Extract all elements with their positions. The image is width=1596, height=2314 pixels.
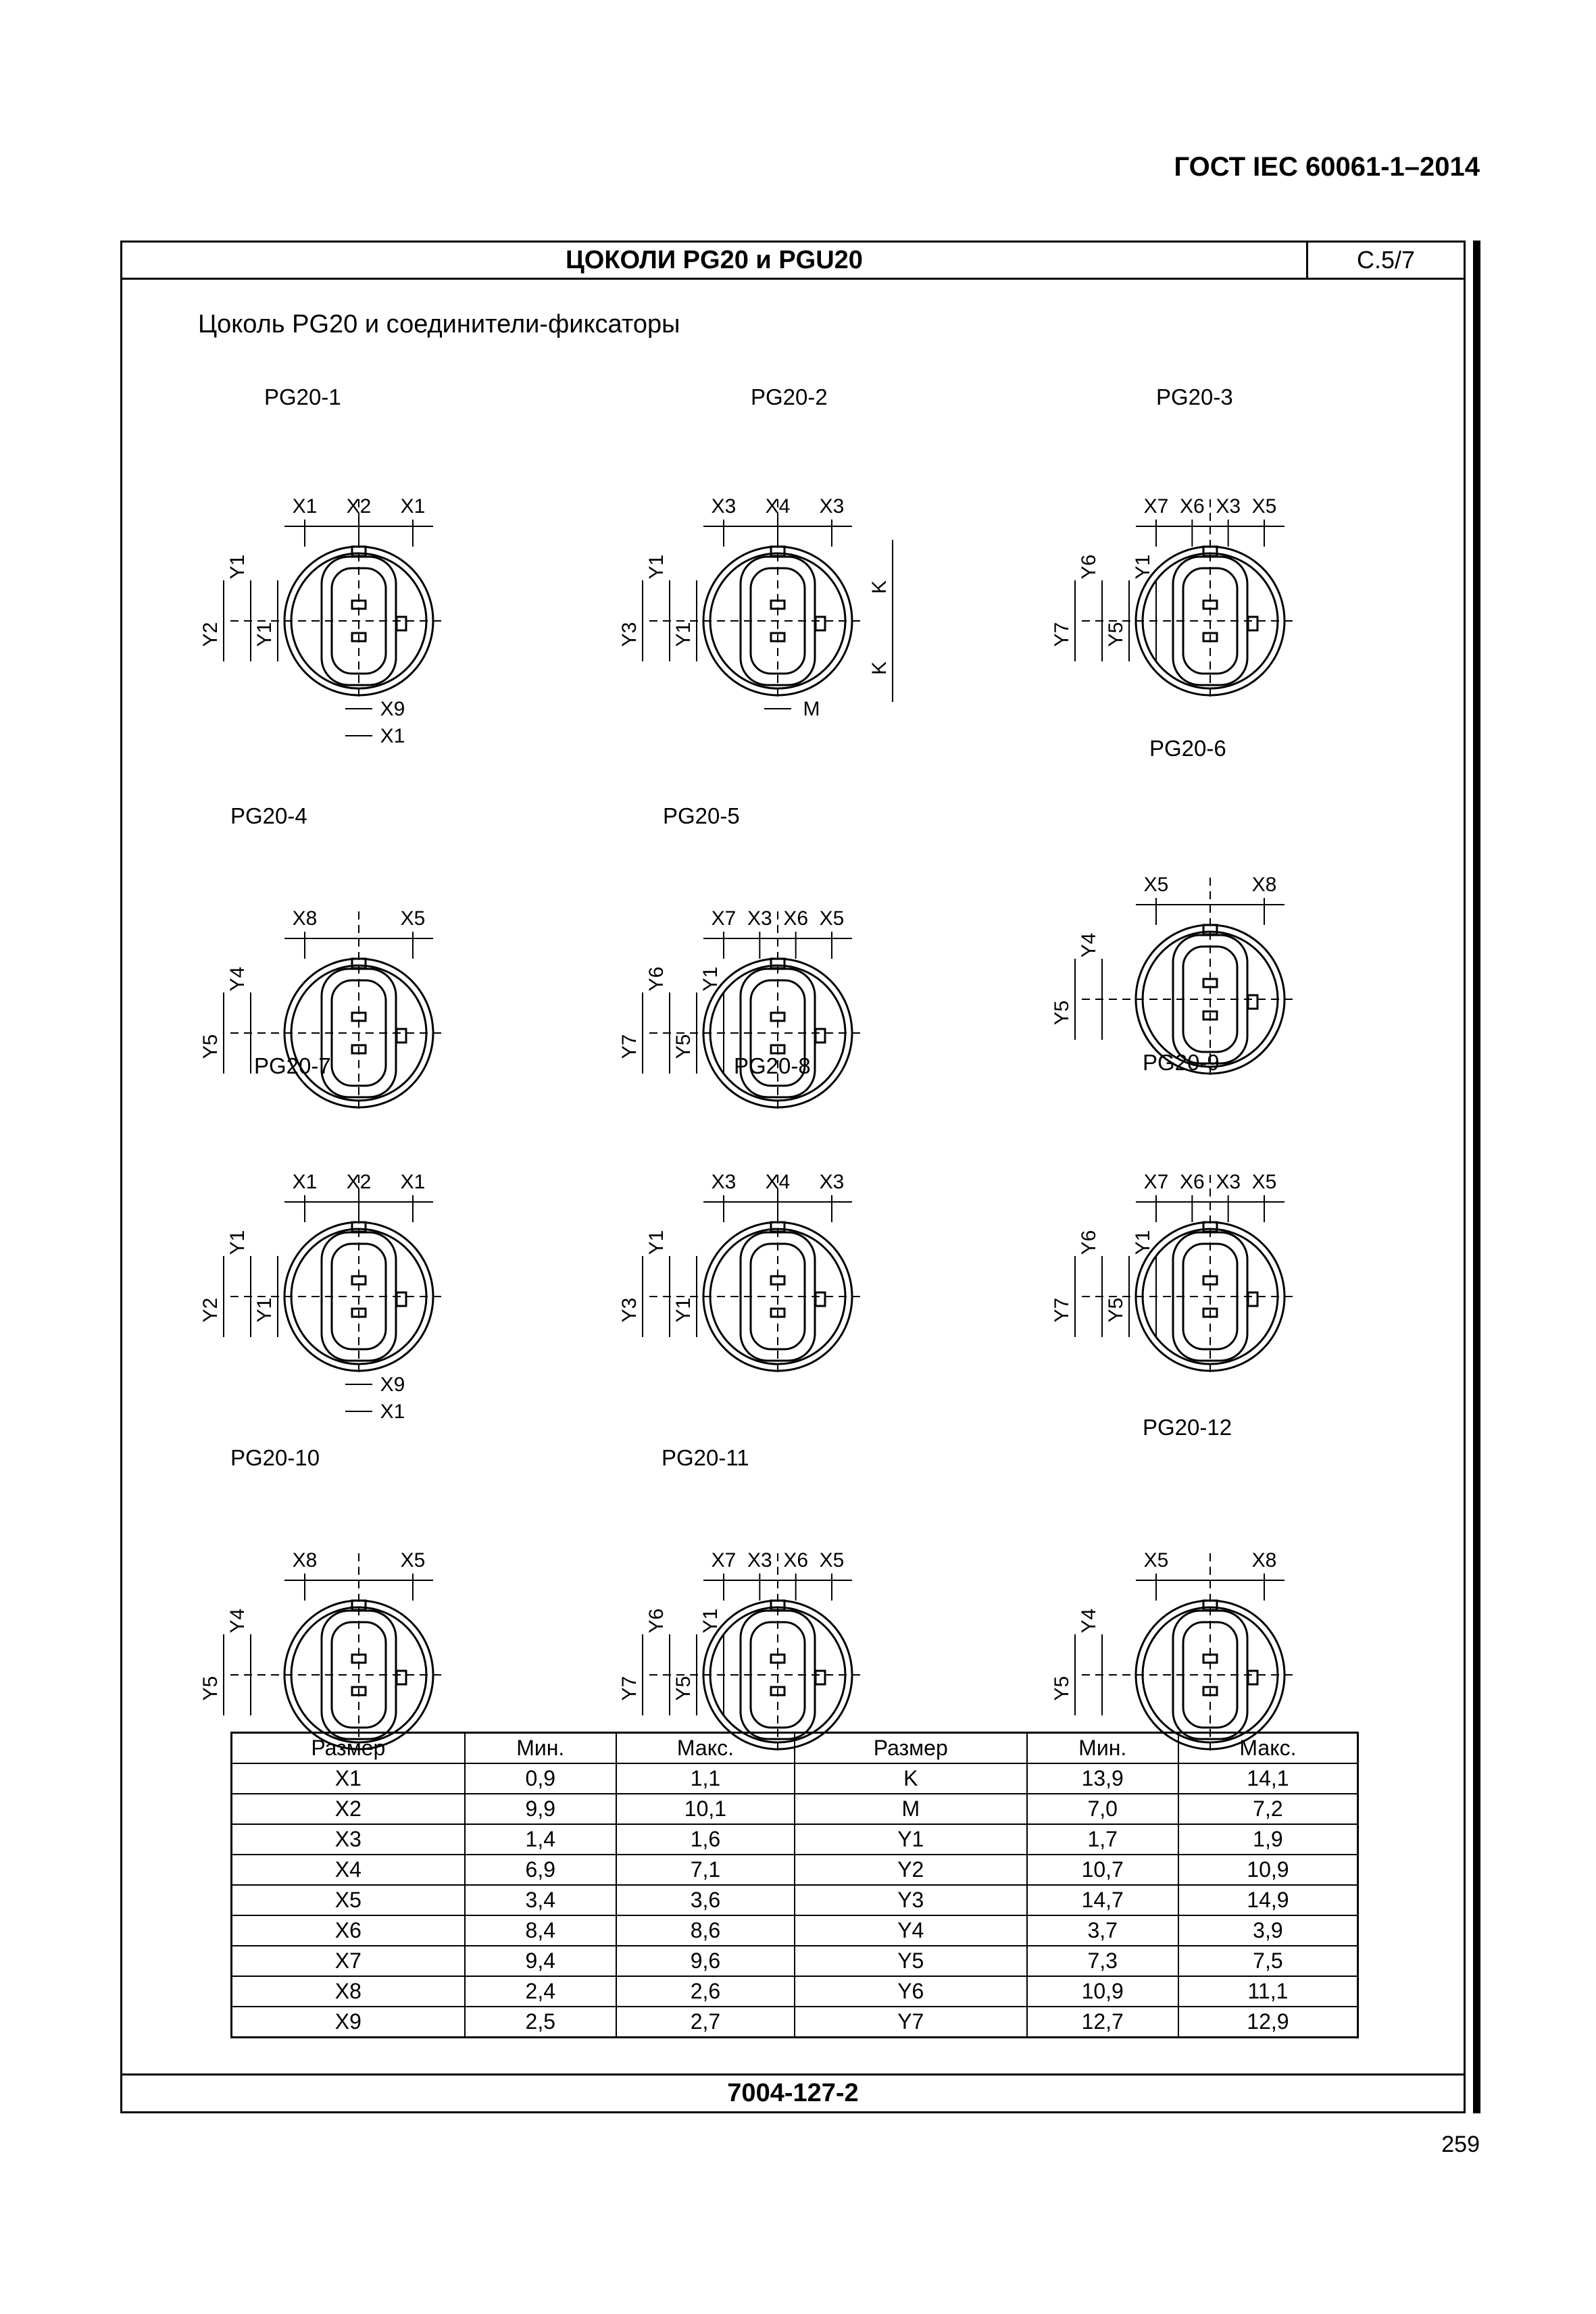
- dimension-label: X7: [711, 907, 737, 930]
- key-right: [816, 617, 825, 630]
- table-cell: X6: [232, 1915, 465, 1946]
- table-cell: X5: [232, 1885, 465, 1915]
- dimension-label: Y5: [672, 1676, 695, 1701]
- dimension-label: X3: [1216, 495, 1241, 518]
- dimension-label: X1: [400, 495, 426, 518]
- dimension-label: Y5: [199, 1676, 222, 1701]
- table-cell: 8,4: [465, 1915, 616, 1946]
- table-cell: 1,6: [616, 1824, 795, 1855]
- dimension-label: Y5: [199, 1034, 222, 1059]
- dimension-label: Y5: [1051, 1000, 1073, 1026]
- dimension-label: Y1: [645, 554, 668, 580]
- table-cell: 3,9: [1178, 1915, 1358, 1946]
- table-header-row: [232, 1733, 1358, 1764]
- dimension-label: X5: [1251, 495, 1277, 518]
- table-cell: 1,1: [616, 1763, 795, 1794]
- connector-drawing: [618, 1080, 933, 1391]
- key-right: [1248, 995, 1257, 1009]
- dimension-label: X8: [1251, 1549, 1277, 1571]
- dimension-label: X7: [711, 1549, 737, 1571]
- dimension-label: Y2: [199, 622, 222, 647]
- table-cell: K: [795, 1763, 1027, 1794]
- connector-drawing: [1051, 405, 1366, 715]
- dimension-label: X4: [765, 495, 791, 518]
- dimension-label: X5: [400, 907, 426, 930]
- dimension-label: X1: [292, 495, 318, 518]
- dimension-label: Y4: [226, 1608, 249, 1634]
- header-cell: Размер: [795, 1733, 1027, 1764]
- dimension-label: Y6: [645, 1608, 668, 1634]
- table-cell: X1: [232, 1763, 465, 1794]
- dimension-label: X8: [292, 1549, 318, 1571]
- figure-label: PG20-1: [264, 384, 341, 409]
- dimension-lines: [224, 1175, 447, 1411]
- dimension-label: X5: [400, 1549, 426, 1571]
- table-cell: Y7: [795, 2007, 1027, 2038]
- table-row: [232, 2007, 1358, 2038]
- dimension-label: Y4: [1078, 1608, 1100, 1634]
- table-cell: X8: [232, 1976, 465, 2007]
- dimension-label: Y4: [1078, 932, 1100, 958]
- dimension-label: X1: [400, 1171, 426, 1193]
- table-row: [232, 1824, 1358, 1855]
- connector-drawing: [1051, 1459, 1366, 1769]
- dimension-label: X3: [1216, 1171, 1241, 1193]
- dimension-label: Y1: [226, 1230, 249, 1255]
- table-cell: 10,9: [1178, 1855, 1358, 1885]
- dimension-lines: [224, 499, 447, 736]
- dimension-label: K: [868, 580, 891, 595]
- figure-label: PG20-3: [1156, 384, 1233, 409]
- key-right: [816, 1292, 825, 1306]
- dimension-label: X9: [380, 698, 405, 720]
- connector-drawing-svg: [1051, 1080, 1366, 1391]
- table-cell: 9,9: [465, 1794, 616, 1824]
- connector-drawing: [618, 1459, 933, 1769]
- dimension-label: Y1: [645, 1230, 668, 1255]
- connector-drawing: [199, 1080, 514, 1423]
- figure-label: PG20-10: [230, 1445, 320, 1470]
- dimension-label: Y7: [618, 1034, 641, 1059]
- dimension-label: X3: [819, 1171, 845, 1193]
- table-cell: X9: [232, 2007, 465, 2038]
- table-cell: 12,7: [1027, 2007, 1178, 2038]
- connector-drawing: [199, 405, 514, 747]
- dimension-label: X3: [819, 495, 845, 518]
- sheet-frame: [120, 241, 1466, 2113]
- table-cell: 10,1: [616, 1794, 795, 1824]
- dimension-label: X3: [711, 1171, 737, 1193]
- figure-label: PG20-7: [254, 1053, 331, 1078]
- dimension-label: Y1: [672, 1297, 695, 1323]
- table-cell: 10,7: [1027, 1855, 1178, 1885]
- dimension-label: K: [868, 661, 891, 676]
- dimension-label: X1: [380, 725, 405, 747]
- dimension-lines: [643, 499, 893, 709]
- table-cell: 14,1: [1178, 1763, 1358, 1794]
- figure-label: PG20-12: [1143, 1415, 1232, 1440]
- dimension-label: X5: [1143, 1549, 1169, 1571]
- connector-drawing-svg: [1051, 783, 1366, 1094]
- dimension-label: X7: [1143, 495, 1169, 518]
- key-right: [1248, 1292, 1257, 1306]
- dimension-label: X8: [292, 907, 318, 930]
- table-cell: 13,9: [1027, 1763, 1178, 1794]
- dimension-label: Y7: [618, 1676, 641, 1701]
- table-row: [232, 1885, 1358, 1915]
- table-cell: X4: [232, 1855, 465, 1885]
- table-cell: 7,3: [1027, 1946, 1178, 1976]
- dimension-label: X1: [292, 1171, 318, 1193]
- key-right: [397, 617, 406, 630]
- connector-drawing-svg: [1051, 1459, 1366, 1769]
- table-row: [232, 1855, 1358, 1885]
- connector-drawing-svg: [199, 1459, 514, 1769]
- dimension-label: Y1: [253, 622, 276, 647]
- connector-drawing: [1051, 1080, 1366, 1391]
- table-cell: 7,0: [1027, 1794, 1178, 1824]
- dimension-label: X5: [1251, 1171, 1277, 1193]
- key-right: [397, 1292, 406, 1306]
- table-cell: 1,4: [465, 1824, 616, 1855]
- connector-drawing-svg: [199, 1080, 514, 1423]
- header-cell: Макс.: [1178, 1733, 1358, 1764]
- table-cell: Y1: [795, 1824, 1027, 1855]
- dimension-label: Y6: [1078, 554, 1100, 580]
- dimension-label: X3: [747, 907, 772, 930]
- table-cell: M: [795, 1794, 1027, 1824]
- table-cell: 6,9: [465, 1855, 616, 1885]
- dimension-label: Y1: [1132, 1230, 1154, 1255]
- table-cell: 3,4: [465, 1885, 616, 1915]
- dimension-label: X6: [783, 1549, 809, 1571]
- table-cell: 7,1: [616, 1855, 795, 1885]
- table-cell: 3,6: [616, 1885, 795, 1915]
- dimension-label: X8: [1251, 874, 1277, 896]
- sheet-header: [122, 243, 1464, 280]
- sheet-subtitle: Цоколь PG20 и соединители-фиксаторы: [198, 310, 680, 338]
- dimension-label: Y4: [226, 966, 249, 992]
- key-right: [1248, 1671, 1257, 1684]
- dimension-label: X3: [711, 495, 737, 518]
- key-right: [397, 1671, 406, 1684]
- table-cell: 10,9: [1027, 1976, 1178, 2007]
- dimension-label: Y1: [672, 622, 695, 647]
- dimension-label: X7: [1143, 1171, 1169, 1193]
- dimension-label: Y1: [253, 1297, 276, 1323]
- table-row: [232, 1794, 1358, 1824]
- dimension-label: Y1: [699, 1608, 722, 1634]
- figure-label: PG20-2: [751, 384, 828, 409]
- table-cell: 7,5: [1178, 1946, 1358, 1976]
- dimension-label: X5: [819, 1549, 845, 1571]
- figure-label: PG20-5: [663, 803, 740, 828]
- table-cell: 11,1: [1178, 1976, 1358, 2007]
- table-cell: Y4: [795, 1915, 1027, 1946]
- table-cell: 14,9: [1178, 1885, 1358, 1915]
- dimension-label: Y6: [1078, 1230, 1100, 1255]
- dimension-label: X2: [346, 1171, 372, 1193]
- dimension-label: Y6: [645, 966, 668, 992]
- dimension-label: Y1: [1132, 554, 1154, 580]
- dimension-label: X9: [380, 1374, 405, 1396]
- dimension-label: X2: [346, 495, 372, 518]
- sheet-footer-code: 7004-127-2: [122, 2073, 1464, 2111]
- figure-label: PG20-6: [1149, 736, 1226, 761]
- dimension-label: Y5: [672, 1034, 695, 1059]
- key-right: [397, 1029, 406, 1042]
- dimension-label: Y1: [699, 966, 722, 992]
- connector-drawing: [199, 1459, 514, 1769]
- table-cell: 1,9: [1178, 1824, 1358, 1855]
- table-cell: 1,7: [1027, 1824, 1178, 1855]
- page-number: 259: [1441, 2132, 1480, 2157]
- table-cell: 9,6: [616, 1946, 795, 1976]
- header-cell: Мин.: [465, 1733, 616, 1764]
- dimension-label: Y5: [1051, 1676, 1073, 1701]
- table-cell: 9,4: [465, 1946, 616, 1976]
- table-cell: 2,4: [465, 1976, 616, 2007]
- connector-drawing-svg: [199, 405, 514, 747]
- dimension-label: Y3: [618, 1297, 641, 1323]
- key-right: [816, 1029, 825, 1042]
- dimension-label: Y7: [1051, 1297, 1073, 1323]
- document-code: ГОСТ IEC 60061-1–2014: [1174, 152, 1480, 182]
- table-cell: Y2: [795, 1855, 1027, 1885]
- table-row: [232, 1915, 1358, 1946]
- table-row: [232, 1763, 1358, 1794]
- dimension-label: X5: [819, 907, 845, 930]
- dimension-label: X1: [380, 1401, 405, 1423]
- dimension-label: X3: [747, 1549, 772, 1571]
- dimension-label: Y5: [1105, 1297, 1127, 1323]
- figure-label: PG20-9: [1143, 1050, 1220, 1075]
- dimension-label: Y3: [618, 622, 641, 647]
- table-cell: 14,7: [1027, 1885, 1178, 1915]
- sheet-title: ЦОКОЛИ PG20 и PGU20: [122, 243, 1308, 278]
- connector-drawing-svg: [618, 405, 933, 720]
- dimension-label: M: [803, 698, 820, 720]
- table-cell: 12,9: [1178, 2007, 1358, 2038]
- table-cell: 0,9: [465, 1763, 616, 1794]
- connector-drawing: [1051, 783, 1366, 1094]
- table-cell: Y3: [795, 1885, 1027, 1915]
- table-cell: 7,2: [1178, 1794, 1358, 1824]
- key-right: [816, 1671, 825, 1684]
- dimension-label: Y7: [1051, 622, 1073, 647]
- table-cell: Y5: [795, 1946, 1027, 1976]
- table-cell: 2,5: [465, 2007, 616, 2038]
- dimension-label: X6: [1179, 495, 1205, 518]
- frame-edge-bar: [1473, 241, 1480, 2113]
- sheet-number: С.5/7: [1356, 246, 1416, 274]
- figure-label: PG20-4: [230, 803, 307, 828]
- key-right: [1248, 617, 1257, 630]
- table-row: [232, 1976, 1358, 2007]
- dimension-label: X4: [765, 1171, 791, 1193]
- dimension-label: Y2: [199, 1297, 222, 1323]
- header-cell: Макс.: [616, 1733, 795, 1764]
- figure-label: PG20-11: [662, 1445, 749, 1470]
- table-cell: 2,6: [616, 1976, 795, 2007]
- connector-drawing: [618, 405, 933, 720]
- table-cell: 2,7: [616, 2007, 795, 2038]
- dimension-label: X5: [1143, 874, 1169, 896]
- table-cell: X7: [232, 1946, 465, 1976]
- table-cell: 8,6: [616, 1915, 795, 1946]
- table-cell: X3: [232, 1824, 465, 1855]
- figure-label: PG20-8: [734, 1053, 811, 1078]
- connector-drawing-svg: [618, 1459, 933, 1769]
- table-cell: Y6: [795, 1976, 1027, 2007]
- header-cell: Мин.: [1027, 1733, 1178, 1764]
- dimension-label: Y1: [226, 554, 249, 580]
- connector-drawing-svg: [1051, 405, 1366, 715]
- table-cell: X2: [232, 1794, 465, 1824]
- connector-drawing-svg: [618, 1080, 933, 1391]
- header-cell: Размер: [232, 1733, 465, 1764]
- table-cell: 3,7: [1027, 1915, 1178, 1946]
- dimensions-table: [230, 1732, 1359, 2038]
- dimension-label: X6: [783, 907, 809, 930]
- dimension-label: X6: [1179, 1171, 1205, 1193]
- table-row: [232, 1946, 1358, 1976]
- dimension-label: Y5: [1105, 622, 1127, 647]
